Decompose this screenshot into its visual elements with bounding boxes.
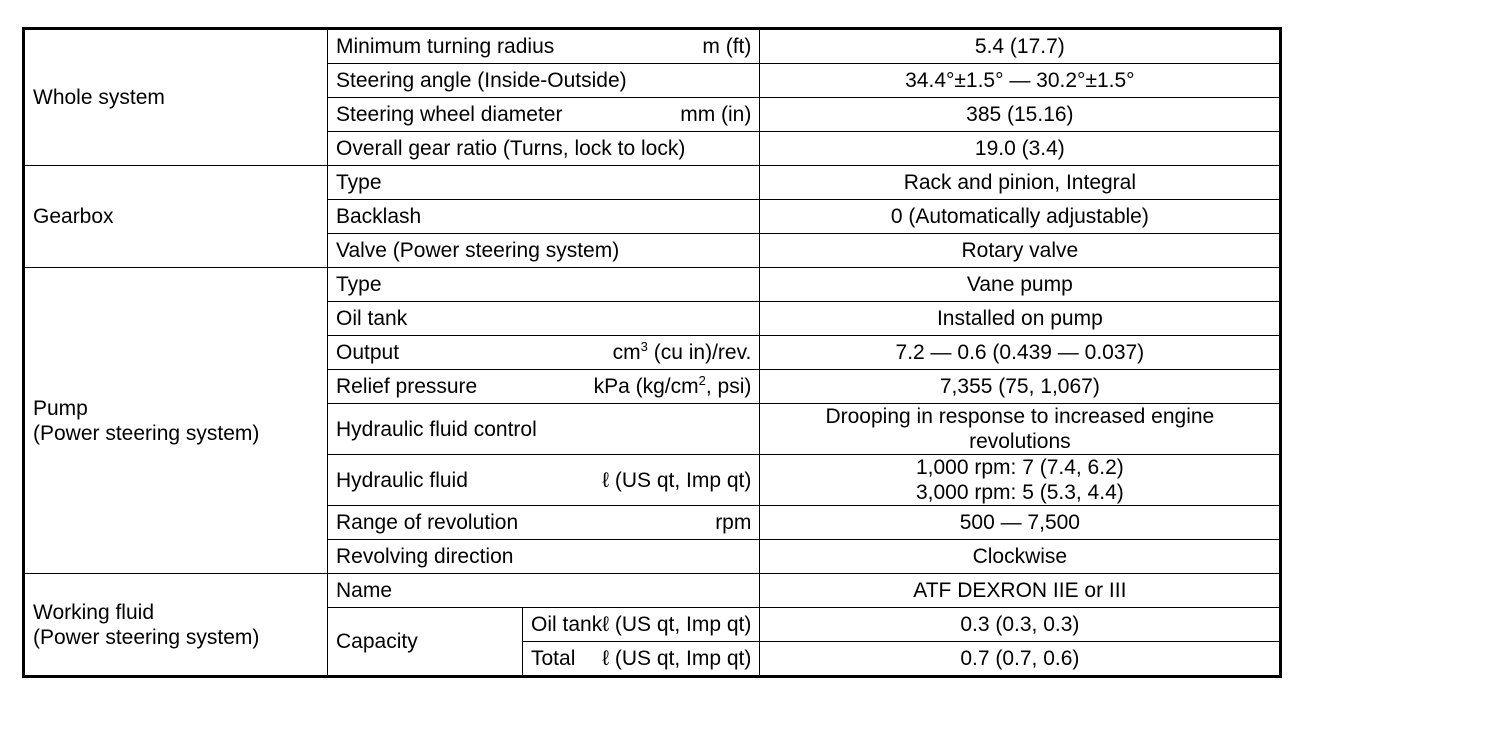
- item-label: Range of revolution: [336, 511, 519, 534]
- value-cell: 5.4 (17.7): [760, 29, 1281, 64]
- value-cell: ATF DEXRON IIE or III: [760, 574, 1281, 608]
- item-cell: [328, 234, 760, 268]
- unit-label: mm (in): [680, 103, 752, 126]
- unit-part: cm: [612, 341, 641, 364]
- value-cell: 0.3 (0.3, 0.3): [760, 608, 1281, 642]
- category-line: (Power steering system): [33, 625, 260, 649]
- unit-superscript: 3: [640, 339, 648, 354]
- value-cell: 19.0 (3.4): [760, 132, 1281, 166]
- steering-spec-table: [22, 27, 1282, 678]
- value-cell: 7,355 (75, 1,067): [760, 370, 1281, 404]
- table-row: [24, 166, 1281, 200]
- item-cell: [328, 166, 760, 200]
- item-label: Overall gear ratio (Turns, lock to lock): [336, 137, 686, 160]
- value-cell: 0 (Automatically adjustable): [760, 200, 1281, 234]
- item-label: Valve (Power steering system): [336, 239, 620, 262]
- item-cell: Revolving direction: [328, 540, 760, 574]
- value-cell: 34.4°±1.5° — 30.2°±1.5°: [760, 64, 1281, 98]
- item-cell: [328, 455, 760, 506]
- unit-part: kPa (kg/cm: [593, 375, 699, 398]
- value-cell: Vane pump: [760, 268, 1281, 302]
- spec-table-wrapper: [22, 27, 1282, 678]
- item-cell: Oil tank: [328, 302, 760, 336]
- capacity-label: Capacity: [328, 608, 523, 677]
- value-cell: Rack and pinion, Integral: [760, 166, 1281, 200]
- value-cell: 500 — 7,500: [760, 506, 1281, 540]
- item-cell: Hydraulic fluid control: [328, 404, 760, 455]
- item-cell: [328, 370, 760, 404]
- item-label: Steering angle (Inside-Outside): [336, 69, 627, 92]
- item-label: Type: [336, 171, 382, 194]
- table-row: [24, 268, 1281, 302]
- value-cell: Clockwise: [760, 540, 1281, 574]
- category-gearbox: Gearbox: [24, 166, 328, 268]
- unit-label: rpm: [715, 511, 752, 534]
- category-whole-system: Whole system: [24, 29, 328, 166]
- unit-superscript: 2: [698, 373, 706, 388]
- item-cell: [328, 98, 760, 132]
- item-cell: Type: [328, 268, 760, 302]
- value-line: 3,000 rpm: 5 (5.3, 4.4): [915, 481, 1124, 504]
- item-label: Hydraulic fluid: [336, 468, 468, 492]
- table-row: [24, 574, 1281, 608]
- category-line: (Power steering system): [33, 421, 260, 445]
- item-label: Steering wheel diameter: [336, 103, 563, 126]
- item-cell: [328, 200, 760, 234]
- item-cell: [523, 608, 760, 642]
- category-line: Working fluid: [33, 600, 154, 624]
- item-label: Relief pressure: [336, 375, 478, 398]
- category-working-fluid: [24, 574, 328, 677]
- item-label: Oil tank: [531, 613, 603, 636]
- item-label: Minimum turning radius: [336, 35, 555, 58]
- unit-label: ℓ (US qt, Imp qt): [602, 647, 752, 670]
- value-cell: [760, 404, 1281, 455]
- unit-part: (cu in)/rev.: [647, 341, 752, 364]
- item-label: Output: [336, 341, 400, 364]
- item-label: Total: [531, 647, 576, 670]
- category-line: Pump: [33, 396, 88, 420]
- value-line: revolutions: [969, 430, 1071, 453]
- unit-label: ℓ (US qt, Imp qt): [602, 468, 752, 492]
- item-cell: [523, 642, 760, 677]
- unit-label: ℓ (US qt, Imp qt): [602, 613, 752, 636]
- item-label: Backlash: [336, 205, 422, 228]
- value-line: 1,000 rpm: 7 (7.4, 6.2): [915, 456, 1124, 479]
- item-cell: [328, 29, 760, 64]
- value-line: Drooping in response to increased engine: [825, 405, 1215, 428]
- value-cell: Rotary valve: [760, 234, 1281, 268]
- unit-part: , psi): [705, 375, 752, 398]
- item-cell: [328, 506, 760, 540]
- unit-label: [594, 374, 752, 399]
- value-cell: [760, 455, 1281, 506]
- unit-label: m (ft): [702, 35, 752, 58]
- table-row: [24, 29, 1281, 64]
- item-cell: [328, 336, 760, 370]
- category-pump: [24, 268, 328, 574]
- value-cell: 7.2 — 0.6 (0.439 — 0.037): [760, 336, 1281, 370]
- value-cell: 385 (15.16): [760, 98, 1281, 132]
- value-cell: Installed on pump: [760, 302, 1281, 336]
- value-cell: 0.7 (0.7, 0.6): [760, 642, 1281, 677]
- item-cell: [328, 132, 760, 166]
- item-cell: Name: [328, 574, 760, 608]
- unit-label: [613, 340, 752, 365]
- item-cell: [328, 64, 760, 98]
